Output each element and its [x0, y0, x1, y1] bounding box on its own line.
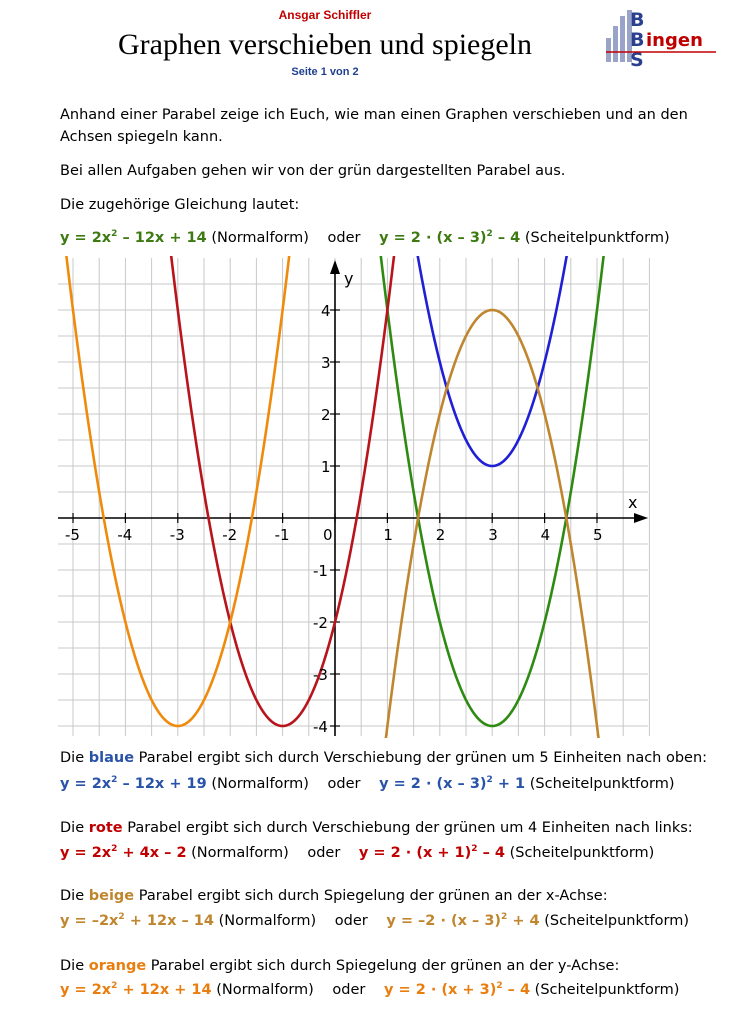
y-tick-label: -4 [313, 718, 328, 736]
beige-normal-label: (Normalform) [218, 913, 317, 929]
chart-axes [58, 260, 648, 736]
beige-description: Die beige Parabel ergibt sich durch Spiegelung der grünen an der x-Achse: [60, 888, 608, 904]
x-axis-arrow [634, 513, 648, 523]
orange-oder: oder [332, 982, 366, 998]
logo-bar [613, 26, 618, 62]
y-tick-label: -1 [313, 562, 328, 580]
intro-paragraph-2: Bei allen Aufgaben gehen wir von der grün dargestellten Parabel aus. [60, 163, 566, 179]
orange-normal-label: (Normalform) [216, 982, 314, 998]
x-tick-label: 2 [435, 526, 446, 544]
logo-letter-b2: B [630, 29, 645, 51]
y-tick-label: 2 [321, 406, 331, 424]
x-tick-label: 5 [593, 526, 603, 544]
x-tick-label: 1 [383, 526, 393, 544]
logo-text: ingen [646, 30, 703, 51]
orange-word: orange [88, 958, 147, 974]
beige-normalform: $y = -2x^2 + 12x - 14$ [60, 912, 214, 929]
blue-vertexform: y = 2 · (x – 3)$^2$ + 1 [379, 775, 526, 792]
page-number: Seite 1 von 2 [291, 66, 359, 78]
logo-bar [606, 38, 611, 62]
red-vertex-label: (Scheitelpunktform) [509, 845, 655, 861]
parabola-chart [56, 256, 650, 738]
green-normalform: $y = 2x^2 - 12x + 14$ [60, 229, 207, 246]
green-equation [60, 228, 728, 248]
red-normalform: $y = 2x^2 + 4x - 2$ [60, 844, 187, 861]
blue-description: Die blaue Parabel ergibt sich durch Verschiebung der grünen um 5 Einheiten nach oben: [60, 750, 708, 766]
logo-letter-b1: B [630, 9, 645, 31]
orange-normalform: $y = 2x^2 + 12x + 14$ [60, 981, 212, 998]
author-name: Ansgar Schiffler [278, 8, 372, 22]
x-tick-label: -1 [274, 526, 290, 544]
chart-grid [58, 258, 649, 736]
y-axis-arrow [330, 260, 340, 274]
orange-description: Die orange Parabel ergibt sich durch Spiegelung der grünen an der y-Achse: [60, 958, 620, 974]
red-equation [60, 843, 728, 863]
chart-labels [65, 269, 637, 736]
x-tick-label: -2 [222, 526, 238, 544]
x-tick-label: 4 [540, 526, 551, 544]
x-tick-label: -4 [117, 526, 133, 544]
x-tick-label: 0 [323, 526, 333, 544]
green-vertex-label: (Scheitelpunktform) [524, 230, 670, 246]
y-tick-label: -3 [313, 666, 328, 684]
orange-vertexform: $y = 2 \cdot (x + 3)^2 - 4$ [384, 981, 531, 998]
intro-paragraph-1: Anhand einer Parabel zeige ich Euch, wie man einen Graphen verschieben und an den Achsen spiegeln kann. [60, 107, 688, 145]
orange-equation [60, 980, 728, 1000]
y-tick-label: 4 [321, 302, 331, 320]
blue-oder: oder [327, 776, 361, 792]
blue-normal-label: (Normalform) [211, 776, 309, 792]
intro-paragraph-3: Die zugehörige Gleichung lautet: [60, 197, 300, 213]
beige-equation [60, 911, 728, 931]
page-title: Graphen verschieben und spiegeln [117, 28, 533, 61]
y-tick-label: 3 [321, 354, 331, 372]
red-vertexform: $y = 2 \cdot (x + 1)^2 - 4$ [358, 844, 505, 861]
logo-bar [620, 16, 625, 62]
x-tick-label: -3 [169, 526, 185, 544]
y-tick-label: 1 [321, 458, 331, 476]
x-axis-label: x [628, 493, 638, 512]
red-oder: oder [307, 845, 341, 861]
red-word: rote [88, 820, 123, 836]
beige-oder: oder [334, 913, 368, 929]
beige-vertex-label: (Scheitelpunktform) [544, 913, 690, 929]
y-axis-label: y [344, 269, 354, 288]
school-logo [604, 8, 720, 70]
logo-letter-s: S [630, 49, 644, 70]
red-description: Die rote Parabel ergibt sich durch Verschiebung der grünen um 4 Einheiten nach links: [60, 820, 693, 836]
x-tick-label: -5 [65, 526, 80, 544]
orange-vertex-label: (Scheitelpunktform) [534, 982, 680, 998]
red-normal-label: (Normalform) [191, 845, 289, 861]
x-tick-label: 3 [488, 526, 498, 544]
beige-vertexform: y = –2 · (x – 3)$^2$ + 4 [386, 912, 540, 929]
beige-word: beige [88, 888, 135, 904]
green-vertexform: y = 2 · (x – 3)$^2$ – 4 [379, 229, 521, 246]
green-normal-label: (Normalform) [211, 230, 309, 246]
blue-word: blaue [88, 750, 135, 766]
blue-equation [60, 774, 728, 794]
blue-vertex-label: (Scheitelpunktform) [529, 776, 675, 792]
y-tick-label: -2 [313, 614, 328, 632]
chart-curves [56, 256, 620, 738]
green-oder: oder [327, 230, 361, 246]
blue-normalform: $y = 2x^2 - 12x + 19$ [60, 775, 207, 792]
